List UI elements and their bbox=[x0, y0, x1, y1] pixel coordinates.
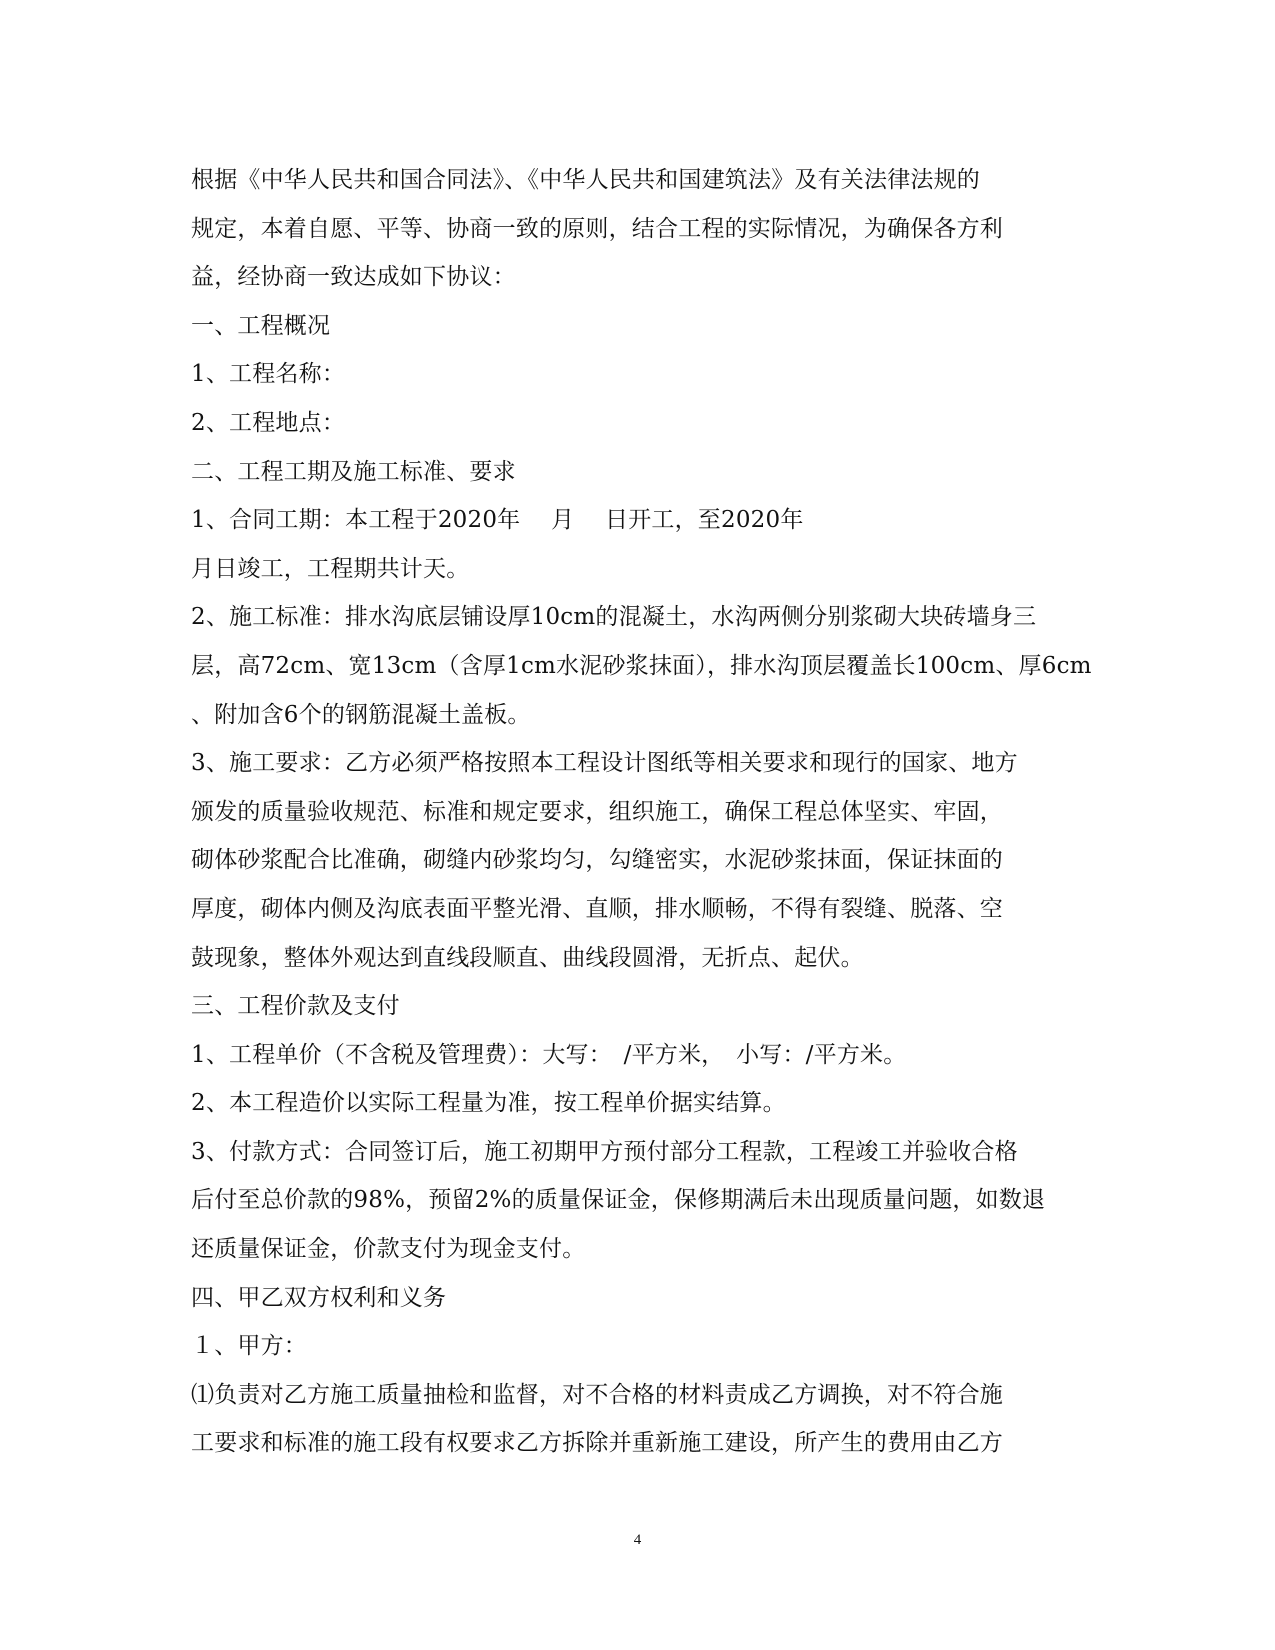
text-line: 后付至总价款的98%，预留2%的质量保证金，保修期满后未出现质量问题，如数退 bbox=[191, 1187, 1046, 1214]
text-line: 益，经协商一致达成如下协议： bbox=[191, 264, 516, 291]
text-line: 2、本工程造价以实际工程量为准，按工程单价据实结算。 bbox=[191, 1090, 786, 1117]
text-line: 还质量保证金，价款支付为现金支付。 bbox=[191, 1236, 586, 1263]
document-body bbox=[191, 156, 1091, 1468]
text-line: 规定，本着自愿、平等、协商一致的原则，结合工程的实际情况，为确保各方利 bbox=[191, 215, 1003, 242]
text-line: 2、工程地点： bbox=[191, 409, 346, 436]
text-line: 2、施工标准：排水沟底层铺设厚10cm的混凝土，水沟两侧分别浆砌大块砖墙身三 bbox=[191, 604, 1037, 631]
text-line: 颁发的质量验收规范、标准和规定要求，组织施工，确保工程总体坚实、牢固， bbox=[191, 798, 1003, 825]
text-line: 1、工程单价（不含税及管理费）：大写： /平方米， 小写：/平方米。 bbox=[191, 1041, 907, 1068]
text-line: 1、工程名称： bbox=[191, 361, 346, 388]
text-line: ⑴负责对乙方施工质量抽检和监督，对不合格的材料责成乙方调换，对不符合施 bbox=[191, 1381, 1003, 1408]
text-line: １、甲方： bbox=[191, 1333, 307, 1360]
text-line: 工要求和标准的施工段有权要求乙方拆除并重新施工建设，所产生的费用由乙方 bbox=[191, 1430, 1003, 1457]
section-heading: 二、工程工期及施工标准、要求 bbox=[191, 458, 516, 485]
text-line: 3、施工要求：乙方必须严格按照本工程设计图纸等相关要求和现行的国家、地方 bbox=[191, 750, 1018, 777]
text-line: 鼓现象，整体外观达到直线段顺直、曲线段圆滑，无折点、起伏。 bbox=[191, 944, 864, 971]
text-line: 根据《中华人民共和国合同法》、《中华人民共和国建筑法》及有关法律法规的 bbox=[191, 167, 980, 193]
text-line: 月日竣工，工程期共计天。 bbox=[191, 555, 470, 582]
text-line: 3、付款方式：合同签订后，施工初期甲方预付部分工程款，工程竣工并验收合格 bbox=[191, 1138, 1018, 1165]
section-heading: 三、工程价款及支付 bbox=[191, 993, 400, 1020]
text-line: 层，高72cm、宽13cm（含厚1cm水泥砂浆抹面），排水沟顶层覆盖长100cm、厚6cm bbox=[191, 652, 1092, 679]
text-line: 1、合同工期：本工程于2020年 月 日开工，至2020年 bbox=[191, 507, 804, 534]
text-line: 砌体砂浆配合比准确，砌缝内砂浆均匀，勾缝密实，水泥砂浆抹面，保证抹面的 bbox=[191, 847, 1003, 874]
text-line: 、附加含6个的钢筋混凝土盖板。 bbox=[191, 701, 531, 728]
page-number: 4 bbox=[633, 1532, 642, 1548]
section-heading: 一、工程概况 bbox=[191, 312, 331, 339]
text-line: 厚度，砌体内侧及沟底表面平整光滑、直顺，排水顺畅，不得有裂缝、脱落、空 bbox=[191, 895, 1003, 922]
section-heading: 四、甲乙双方权利和义务 bbox=[191, 1284, 447, 1311]
